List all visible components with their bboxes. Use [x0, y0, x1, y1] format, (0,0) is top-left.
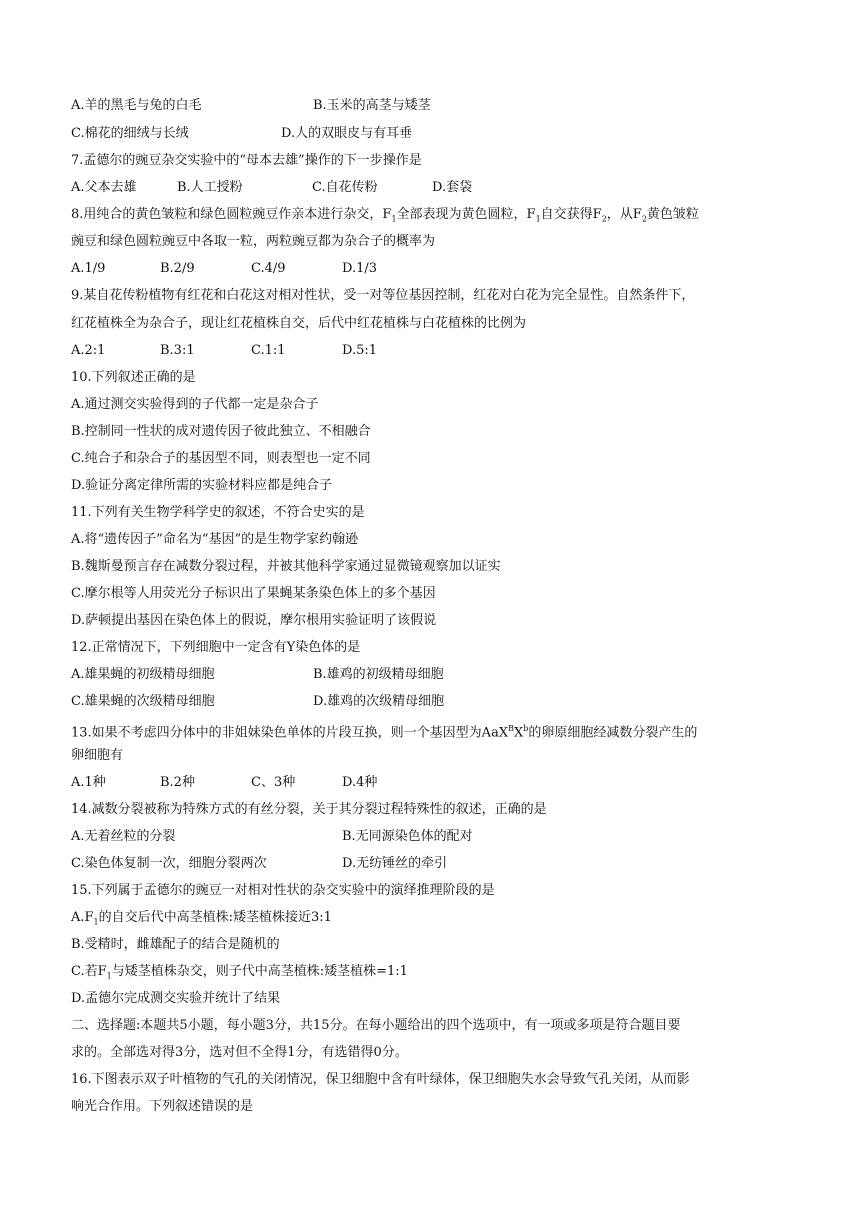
q7-option-d: D.套袋	[432, 180, 473, 195]
q13-option-a: A.1种	[71, 775, 106, 790]
q12-option-b: B.雄鸡的初级精母细胞	[313, 667, 444, 682]
q14-stem: 14.减数分裂被称为特殊方式的有丝分裂，关于其分裂过程特殊性的叙述，正确的是	[71, 802, 547, 817]
q13-stem-part: 的卵原细胞经减数分裂产生的	[528, 725, 698, 741]
q13-stem-part: X	[513, 725, 524, 741]
q13-stem-line2: 卵细胞有	[71, 748, 124, 763]
q13-stem-part: 13.如果不考虑四分体中的非姐妹染色单体的片段互换，则一个基因型为AaX	[71, 725, 509, 741]
q12-stem: 12.正常情况下，下列细胞中一定含有Y染色体的是	[71, 640, 361, 655]
q15-option-a	[71, 909, 332, 932]
q8-stem-part: 全部表现为黄色圆粒，F	[396, 207, 536, 222]
q15-option-d: D.孟德尔完成测交实验并统计了结果	[71, 991, 281, 1006]
q8-stem-part: ，从F	[606, 207, 642, 222]
q7-option-c: C.自花传粉	[312, 180, 378, 195]
q11-option-b: B.魏斯曼预言存在减数分裂过程，并被其他科学家通过显微镜观察加以证实	[71, 559, 501, 574]
q8-subscript: 2	[641, 214, 647, 224]
q11-option-a: A.将“遗传因子”命名为“基因”的是生物学家约翰逊	[71, 532, 359, 547]
q16-stem-line2: 响光合作用。下列叙述错误的是	[71, 1099, 254, 1114]
q9-option-b: B.3:1	[160, 343, 195, 358]
q9-option-c: C.1:1	[251, 343, 286, 358]
q14-option-d: D.无纺锤丝的牵引	[342, 856, 448, 871]
q12-option-a: A.雄果蝇的初级精母细胞	[71, 667, 215, 682]
q9-option-d: D.5:1	[342, 343, 378, 358]
q13-stem-line1	[71, 720, 697, 742]
q9-stem-line1: 9.某自花传粉植物有红花和白花这对相对性状，受一对等位基因控制，红花对白花为完全显性。自然条件下，	[71, 288, 695, 303]
q13-option-c: C、3种	[251, 775, 296, 790]
q8-stem-part: 8.用纯合的黄色皱粒和绿色圆粒豌豆作亲本进行杂交，F	[71, 207, 392, 222]
q10-option-a: A.通过测交实验得到的子代都一定是杂合子	[71, 397, 319, 412]
q7-option-b: B.人工授粉	[177, 180, 243, 195]
q15-subscript: 1	[106, 971, 112, 981]
q6-option-d: D.人的双眼皮与有耳垂	[281, 126, 413, 141]
q6-option-a: A.羊的黑毛与兔的白毛	[71, 98, 202, 113]
q8-stem-part: 黄色皱粒	[646, 207, 699, 222]
q15-stem: 15.下列属于孟德尔的豌豆一对相对性状的杂交实验中的演绎推理阶段的是	[71, 883, 495, 898]
q14-option-c: C.染色体复制一次，细胞分裂两次	[71, 856, 267, 871]
q10-option-d: D.验证分离定律所需的实验材料应都是纯合子	[71, 478, 333, 493]
q13-option-d: D.4种	[342, 775, 378, 790]
q11-stem: 11.下列有关生物学科学史的叙述，不符合史实的是	[71, 505, 365, 520]
q8-option-b: B.2/9	[160, 261, 195, 276]
q10-option-b: B.控制同一性状的成对遗传因子彼此独立、不相融合	[71, 424, 371, 439]
q14-option-a: A.无着丝粒的分裂	[71, 829, 176, 844]
q15-option-a-part: 的自交后代中高茎植株:矮茎植株接近3:1	[98, 910, 332, 925]
q11-option-d: D.萨顿提出基因在染色体上的假说，摩尔根用实验证明了该假说	[71, 613, 437, 628]
q8-subscript: 1	[391, 214, 397, 224]
q15-option-a-part: A.F	[71, 910, 94, 925]
q7-stem: 7.孟德尔的豌豆杂交实验中的“母本去雄”操作的下一步操作是	[71, 153, 422, 168]
q8-option-c: C.4/9	[251, 261, 286, 276]
q9-stem-line2: 红花植株全为杂合子，现让红花植株自交，后代中红花植株与白花植株的比例为	[71, 316, 527, 331]
q13-option-b: B.2种	[160, 775, 195, 790]
q7-option-a: A.父本去雄	[71, 180, 137, 195]
q15-option-c	[71, 963, 408, 986]
q8-stem-line1	[71, 206, 699, 229]
q8-stem-line2: 豌豆和绿色圆粒豌豆中各取一粒，两粒豌豆都为杂合子的概率为	[71, 234, 436, 249]
q15-subscript: 1	[93, 917, 99, 927]
q12-option-c: C.雄果蝇的次级精母细胞	[71, 694, 215, 709]
q13-superscript: b	[523, 724, 529, 733]
section2-heading-line1: 二、选择题:本题共5小题，每小题3分，共15分。在每小题给出的四个选项中，有一项或多项是符合题目要	[71, 1018, 681, 1033]
q14-option-b: B.无同源染色体的配对	[342, 829, 473, 844]
q10-option-c: C.纯合子和杂合子的基因型不同，则表型也一定不同	[71, 451, 371, 466]
q8-subscript: 2	[601, 214, 607, 224]
q11-option-c: C.摩尔根等人用荧光分子标识出了果蝇某条染色体上的多个基因	[71, 586, 436, 601]
q15-option-c-part: 与矮茎植株杂交，则子代中高茎植株:矮茎植株=1:1	[111, 964, 408, 979]
q16-stem-line1: 16.下图表示双子叶植物的气孔的关闭情况，保卫细胞中含有叶绿体，保卫细胞失水会导致气孔关闭，从而影	[71, 1072, 690, 1087]
q6-option-c: C.棉花的细绒与长绒	[71, 126, 189, 141]
q9-option-a: A.2:1	[71, 343, 106, 358]
q15-option-b: B.受精时，雌雄配子的结合是随机的	[71, 937, 280, 952]
q15-option-c-part: C.若F	[71, 964, 107, 979]
q8-stem-part: 自交获得F	[540, 207, 602, 222]
q8-option-a: A.1/9	[71, 261, 106, 276]
q12-option-d: D.雄鸡的次级精母细胞	[313, 694, 445, 709]
q13-superscript: B	[508, 724, 514, 733]
q8-option-d: D.1/3	[342, 261, 378, 276]
q6-option-b: B.玉米的高茎与矮茎	[313, 98, 431, 113]
q8-subscript: 1	[535, 214, 541, 224]
q10-stem: 10.下列叙述正确的是	[71, 370, 196, 385]
section2-heading-line2: 求的。全部选对得3分，选对但不全得1分，有选错得0分。	[71, 1045, 408, 1060]
